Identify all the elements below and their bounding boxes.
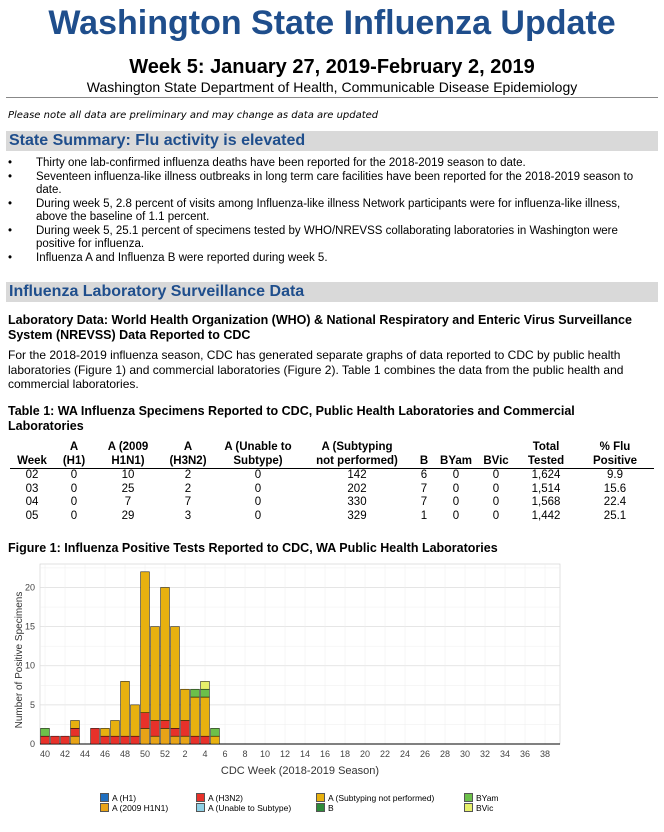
legend-item (196, 803, 291, 813)
bar-segment (121, 736, 130, 744)
bar-segment (51, 736, 60, 744)
table-cell: 3 (184, 509, 192, 522)
legend-label: BVic (476, 803, 494, 813)
table-cell: 1,568 (531, 496, 561, 508)
x-tick-label: 4 (202, 749, 208, 759)
legend-item (100, 793, 136, 803)
table-header-cell: B (412, 455, 436, 469)
table-cell: 0 (70, 482, 78, 495)
y-tick-label: 0 (29, 739, 35, 749)
table-cell: 1,624 (531, 469, 561, 481)
legend-label: A (H1) (112, 793, 137, 803)
table-header-cell: Positive (576, 455, 654, 469)
bar-segment (101, 728, 110, 736)
figure1-title: Figure 1: Influenza Positive Tests Reported to CDC, WA Public Health Laboratories (8, 541, 498, 555)
bar-segment (161, 587, 170, 720)
lab-data-paragraph: For the 2018-2019 influenza season, CDC has generated separate graphs of data reported to CDC by public health laboratories (Figure 1) and commercial laboratories (Figure 2). Table 1 combines the data from the public health and commercial laboratories. (8, 348, 624, 391)
table-header-cell: BYam (436, 455, 476, 469)
department-line: Washington State Department of Health, Communicable Disease Epidemiology (86, 79, 578, 95)
table-cell: 2 (184, 482, 192, 495)
header-divider (6, 97, 658, 98)
table-cell: 142 (347, 469, 367, 481)
bar-segment (211, 736, 220, 744)
table-cell: 0 (452, 482, 460, 495)
bar-segment (151, 736, 160, 744)
legend-swatch (100, 803, 109, 812)
table-header-cell: Tested (516, 455, 576, 469)
x-tick-label: 40 (39, 749, 51, 759)
legend-item (316, 793, 434, 803)
bar-segment (71, 736, 80, 744)
bar-segment (111, 721, 120, 737)
bar-segment (161, 728, 170, 744)
bar-segment (141, 728, 150, 744)
legend-item (464, 803, 493, 813)
table-cell: 15.6 (603, 482, 627, 495)
x-tick-label: 10 (259, 749, 271, 759)
table-header-cell (10, 441, 54, 455)
x-tick-label: 52 (159, 749, 171, 759)
legend-label: A (H3N2) (208, 793, 243, 803)
page-title: Washington State Influenza Update (48, 4, 616, 42)
bar-segment (151, 627, 160, 721)
summary-bullet: • Influenza A and Influenza B were reported during week 5. (8, 251, 328, 264)
bar-segment (131, 705, 140, 736)
table-cell: 04 (25, 496, 39, 508)
legend-label: A (Subtyping not performed) (328, 793, 435, 803)
table-header-cell (476, 441, 516, 455)
legend-item (100, 803, 168, 813)
table-cell: 0 (254, 469, 262, 481)
table-cell: 329 (347, 509, 367, 522)
table-cell: 1 (420, 509, 428, 522)
bar-segment (201, 689, 210, 697)
bar-segment (71, 721, 80, 729)
table-cell: 0 (492, 469, 500, 481)
table-cell: 0 (492, 496, 500, 508)
x-tick-label: 18 (339, 749, 351, 759)
table-row (10, 510, 654, 524)
table-cell: 29 (121, 509, 135, 522)
x-tick-label: 24 (399, 749, 411, 759)
table-header-cell: Subtype) (214, 455, 302, 469)
summary-bullet: • During week 5, 25.1 percent of specimens tested by WHO/NREVSS collaborating laboratories in Washington were positive for influenza. (8, 224, 618, 250)
table-cell: 9.9 (607, 469, 623, 481)
preliminary-note: Please note all data are preliminary and may change as data are updated (8, 110, 379, 121)
table-header-cell: BVic (476, 455, 516, 469)
table-header-cell: not performed) (302, 455, 412, 469)
lab-surveillance-heading: Influenza Laboratory Surveillance Data (6, 282, 658, 302)
table-cell: 2 (184, 469, 192, 481)
table-header-cell: A (Subtyping (321, 441, 393, 453)
week-subtitle: Week 5: January 27, 2019-February 2, 2019 (129, 56, 535, 78)
table-header-cell: H1N1) (94, 455, 162, 469)
bar-segment (211, 728, 220, 736)
bar-segment (131, 736, 140, 744)
bar-segment (171, 736, 180, 744)
table1-title: Table 1: WA Influenza Specimens Reported to CDC, Public Health Laboratories and Commercial Laboratories (8, 404, 575, 433)
table-header-cell: A (69, 441, 79, 453)
table-header-cell: A (183, 441, 193, 453)
table-cell: 6 (420, 469, 428, 481)
x-tick-label: 12 (279, 749, 291, 759)
influenza-positive-tests-chart (6, 560, 564, 782)
bar-segment (161, 721, 170, 729)
x-tick-label: 50 (139, 749, 151, 759)
table-header-cell: A (Unable to (224, 441, 292, 453)
table-cell: 0 (70, 496, 78, 508)
bar-segment (191, 736, 200, 744)
table-cell: 0 (70, 509, 78, 522)
bar-segment (191, 697, 200, 736)
table-cell: 25.1 (603, 509, 627, 522)
summary-bullet: • Seventeen influenza-like illness outbreaks in long term care facilities have been reported for the 2018-2019 season to date. (8, 170, 634, 196)
x-tick-label: 38 (539, 749, 551, 759)
legend-item (196, 793, 243, 803)
table-cell: 25 (121, 482, 135, 495)
bar-segment (141, 572, 150, 713)
x-tick-label: 8 (242, 749, 248, 759)
legend-label: BYam (476, 793, 499, 803)
bar-segment (201, 681, 210, 689)
table-cell: 7 (420, 496, 428, 508)
bar-segment (41, 728, 50, 736)
table-cell: 0 (70, 469, 78, 481)
table-cell: 0 (452, 496, 460, 508)
table-header-cell: Week (10, 455, 54, 469)
table-header-cell: (H1) (54, 455, 94, 469)
table-cell: 0 (254, 482, 262, 495)
x-tick-label: 22 (379, 749, 391, 759)
bar-segment (101, 736, 110, 744)
legend-label: A (Unable to Subtype) (208, 803, 292, 813)
x-tick-label: 32 (479, 749, 491, 759)
summary-bullets (8, 157, 648, 265)
legend-swatch (196, 803, 205, 812)
y-tick-label: 5 (29, 699, 35, 710)
table-cell: 7 (124, 496, 132, 508)
bar-segment (171, 728, 180, 736)
y-tick-label: 10 (24, 660, 35, 671)
x-tick-label: 26 (419, 749, 431, 759)
x-tick-label: 14 (299, 749, 311, 759)
table-cell: 0 (254, 496, 262, 508)
summary-bullet: • During week 5, 2.8 percent of visits among Influenza-like illness Network participants were for influenza-like illness, above the baseline of 1.1 percent. (8, 197, 621, 223)
summary-bullet: • Thirty one lab-confirmed influenza deaths have been reported for the 2018-2019 season to date. (8, 157, 526, 169)
x-tick-label: 34 (499, 749, 511, 759)
x-tick-label: 6 (222, 749, 228, 759)
bar-segment (201, 697, 210, 736)
legend-label: B (328, 803, 334, 813)
legend-item (316, 803, 334, 813)
bar-segment (191, 689, 200, 697)
x-tick-label: 46 (99, 749, 111, 759)
plot-area (40, 564, 560, 744)
x-tick-label: 20 (359, 749, 371, 759)
lab-data-subheading: Laboratory Data: World Health Organization (WHO) & National Respiratory and Enteric Virus Surveillance System (NREVSS) Data Reported to CDC (8, 313, 632, 342)
bar-segment (141, 713, 150, 729)
legend-swatch (464, 803, 473, 812)
legend-item (464, 793, 499, 803)
legend-swatch (464, 793, 473, 802)
bar-segment (61, 736, 70, 744)
bar-segment (201, 736, 210, 744)
table-cell: 0 (452, 469, 460, 481)
table-cell: 10 (121, 469, 135, 481)
table-row (10, 469, 654, 483)
y-axis-label: Number of Positive Specimens (14, 591, 25, 729)
table-cell: 202 (347, 482, 367, 495)
bar-segment (111, 736, 120, 744)
legend-swatch (316, 793, 325, 802)
table-header-cell: % Flu (599, 441, 631, 453)
table-header-cell: Total (532, 441, 560, 453)
legend-label: A (2009 H1N1) (112, 803, 169, 813)
table-cell: 1,514 (531, 482, 561, 495)
y-tick-label: 20 (24, 582, 35, 593)
x-tick-label: 16 (319, 749, 331, 759)
table-cell: 03 (25, 482, 39, 495)
table-cell: 7 (184, 496, 192, 508)
table-row (10, 496, 654, 510)
bar-segment (41, 736, 50, 744)
bar-segment (181, 736, 190, 744)
table-cell: 0 (254, 509, 262, 522)
table-cell: 02 (25, 469, 39, 481)
table-cell: 330 (347, 496, 367, 508)
table-row (10, 483, 654, 497)
x-tick-label: 42 (59, 749, 71, 759)
bar-segment (71, 728, 80, 736)
bar-segment (91, 728, 100, 744)
table-header-cell (412, 441, 436, 455)
bar-segment (181, 721, 190, 737)
bar-segment (151, 721, 160, 737)
table-cell: 22.4 (603, 496, 627, 508)
legend-swatch (100, 793, 109, 802)
table-cell: 1,442 (531, 509, 561, 522)
table-cell: 0 (492, 482, 500, 495)
x-tick-label: 2 (182, 749, 188, 759)
table-cell: 7 (420, 482, 428, 495)
state-summary-heading: State Summary: Flu activity is elevated (6, 131, 658, 151)
legend-swatch (316, 803, 325, 812)
x-axis-label: CDC Week (2018-2019 Season) (220, 765, 380, 777)
table-cell: 0 (452, 509, 460, 522)
bar-segment (121, 681, 130, 736)
bar-segment (171, 627, 180, 729)
table-header-cell: A (2009 (107, 441, 149, 453)
y-tick-label: 15 (24, 621, 35, 632)
x-tick-label: 48 (119, 749, 131, 759)
x-tick-label: 30 (459, 749, 471, 759)
x-tick-label: 28 (439, 749, 451, 759)
bar-segment (181, 689, 190, 720)
table-header-cell: (H3N2) (162, 455, 214, 469)
table-header-cell (436, 441, 476, 455)
table1 (10, 441, 654, 523)
table-cell: 0 (492, 509, 500, 522)
x-tick-label: 44 (79, 749, 91, 759)
table-cell: 05 (25, 509, 39, 522)
legend-swatch (196, 793, 205, 802)
x-tick-label: 36 (519, 749, 531, 759)
